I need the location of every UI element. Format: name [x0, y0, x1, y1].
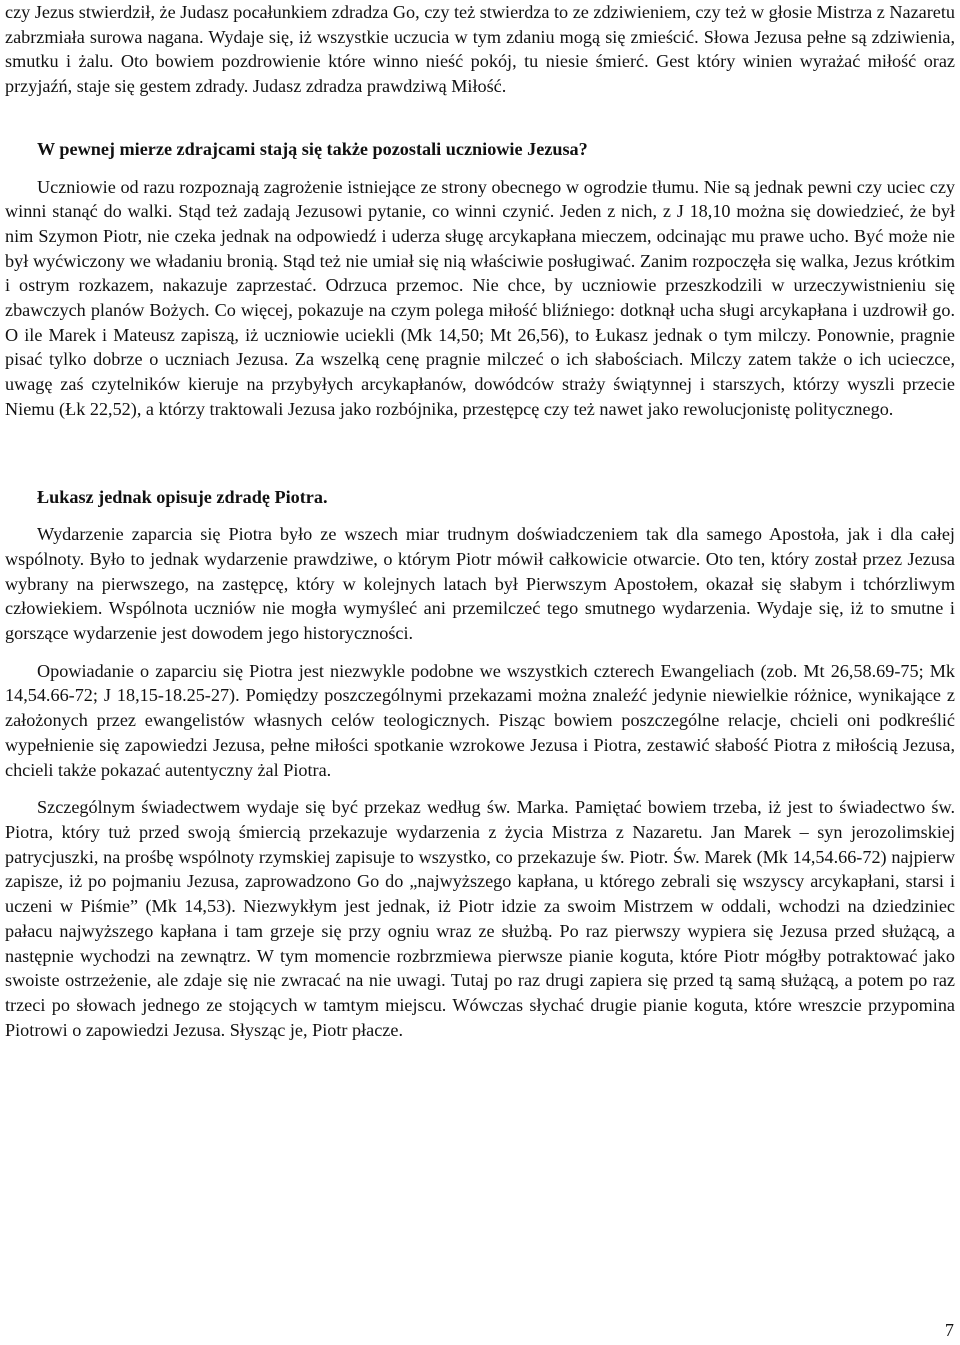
paragraph-judas-kiss: czy Jezus stwierdził, że Judasz pocałunkiem zdradza Go, czy też stwierdza to ze zdziwieniem, czy też w głosie Mistrza z Nazaretu zabrzmiała surowa nagana. Wydaje się, iż wszystkie uczucia w tym zdaniu mogą się zmieścić. Słowa Jezusa pełne są zdziwienia, smutku i żalu. Oto bowiem pozdrowienie które winno nieść pokój, tu niesie śmierć. Gest który winien wyrażać miłość oraz przyjaźń, staje się gestem zdrady. Judasz zdradza prawdziwą Miłość. [5, 2, 955, 97]
heading-other-disciples: W pewnej mierze zdrajcami stają się także pozostali uczniowie Jezusa? [37, 138, 588, 159]
heading-peter-betrayal: Łukasz jednak opisuje zdradę Piotra. [37, 486, 328, 507]
paragraph-disciples-reaction: Uczniowie od razu rozpoznają zagrożenie istniejące ze strony obecnego w ogrodzie tłumu. Nie są jednak pewni czy uciec czy winni stanąć do walki. Stąd też zadają Jezusowi pytanie, co winni czynić. Jeden z nich, z J 18,10 można się dowiedzieć, że był nim Szymon Piotr, nie czeka jednak na odpowiedź i uderza sługę arcykapłana mieczem, odcinając mu prawe ucho. Być może nie był wyćwiczony we władaniu bronią. Stąd też nie umiał się nią właściwie posługiwać. Zanim rozpoczęła się walka, Jezus krótkim i ostrym rozkazem, nakazuje zaprzestać. Odrzuca przemoc. Nie chce, by uczniowie przeszkodzili w urzeczywistnieniu się zbawczych planów Bożych. Co więcej, pokazuje na czym polega miłość bliźniego: dotknął ucha sługi arcykapłana i uzdrowił go. O ile Marek i Mateusz zapiszą, iż uczniowie uciekli (Mk 14,50; Mt 26,56), to Łukasz jednak o tym milczy. Ponownie, pragnie pisać tylko dobrze o uczniach Jezusa. Za wszelką cenę pragnie milczeć o ich słabościach. Milczy zatem także o ich ucieczce, uwagę zaś czytelników kieruje na przybyłych arcykapłanów, dowódców straży świątynnej i starszych, którzy wyszli przecie Niemu (Łk 22,52), a którzy traktowali Jezusa jako rozbójnika, przestępcę czy też nawet jako rewolucjonistę politycznego. [5, 176, 955, 419]
page-number: 7 [944, 1320, 954, 1340]
paragraph-mark-testimony: Szczególnym świadectwem wydaje się być przekaz według św. Marka. Pamiętać bowiem trzeba, iż jest to świadectwo św. Piotra, który tuż przed swoją śmiercią przekazuje wydarzenia z życia Mistrza z Nazaretu. Jan Marek – syn jerozolimskiej patrycjuszki, na prośbę wspólnoty rzymskiej zapisuje to wszystko, co przekazuje św. Piotr. Św. Marek (Mk 14,54.66-72) najpierw zapisze, iż po pojmaniu Jezusa, zaprowadzono Go do „najwyższego kapłana, u którego zebrali się wszyscy arcykapłani, starsi i uczeni w Piśmie” (Mk 14,53). Niezwykłym jest jednak, iż Piotr idzie za swoim Mistrzem w oddali, wchodzi na dziedziniec pałacu najwyższego kapłana i tam grzeje się przy ogniu wraz ze służbą. Po raz pierwszy wypiera się Jezusa przed służącą, a następnie wychodzi na zewnątrz. W tym momencie rozbrzmiewa pierwsze pianie koguta, które Piotr mógłby potraktować jako swoiste ostrzeżenie, ale zdaje się nie zwracać na nie uwagi. Tutaj po raz drugi zapiera się przed tą samą służącą, a potem po raz trzeci po słowach jednego ze stojących w tamtym miejscu. Wówczas słychać drugie pianie koguta, które wreszcie przypomina Piotrowi o zapowiedzi Jezusa. Słysząc je, Piotr płacze. [5, 797, 955, 1040]
paragraph-four-gospels: Opowiadanie o zaparciu się Piotra jest niezwykle podobne we wszystkich czterech Ewangeliach (zob. Mt 26,58.69-75; Mk 14,54.66-72; J 18,15-18.25-27). Pomiędzy poszczególnymi przekazami można znaleźć jedynie niewielkie różnice, wynikające z założonych przez ewangelistów własnych celów teologicznych. Pisząc bowiem poszczególne relacje, chcieli oni podkreślić wypełnienie się zapowiedzi Jezusa, pełne miłości spotkanie wzrokowe Jezusa i Piotra, zestawić słabość Piotra z miłością Jezusa, chcieli także pokazać autentyczny żal Piotra. [5, 660, 955, 780]
paragraph-peter-denial: Wydarzenie zaparcia się Piotra było ze wszech miar trudnym doświadczeniem tak dla samego Apostoła, jak i dla całej wspólnoty. Było to jednak wydarzenie prawdziwe, o którym Piotr mówił całkowicie otwarcie. Oto ten, który został przez Jezusa wybrany na pierwszego, na zastępcę, który w kolejnych latach był Pierwszym Apostołem, okazał się słabym i tchórzliwym człowiekiem. Wspólnota uczniów nie mogła wymyśleć ani przemilczeć tego smutnego wydarzenia. Wydaje się, iż to smutne i gorszące wydarzenie jest dowodem jego historyczności. [5, 524, 955, 644]
document-page [5, 0, 955, 1042]
